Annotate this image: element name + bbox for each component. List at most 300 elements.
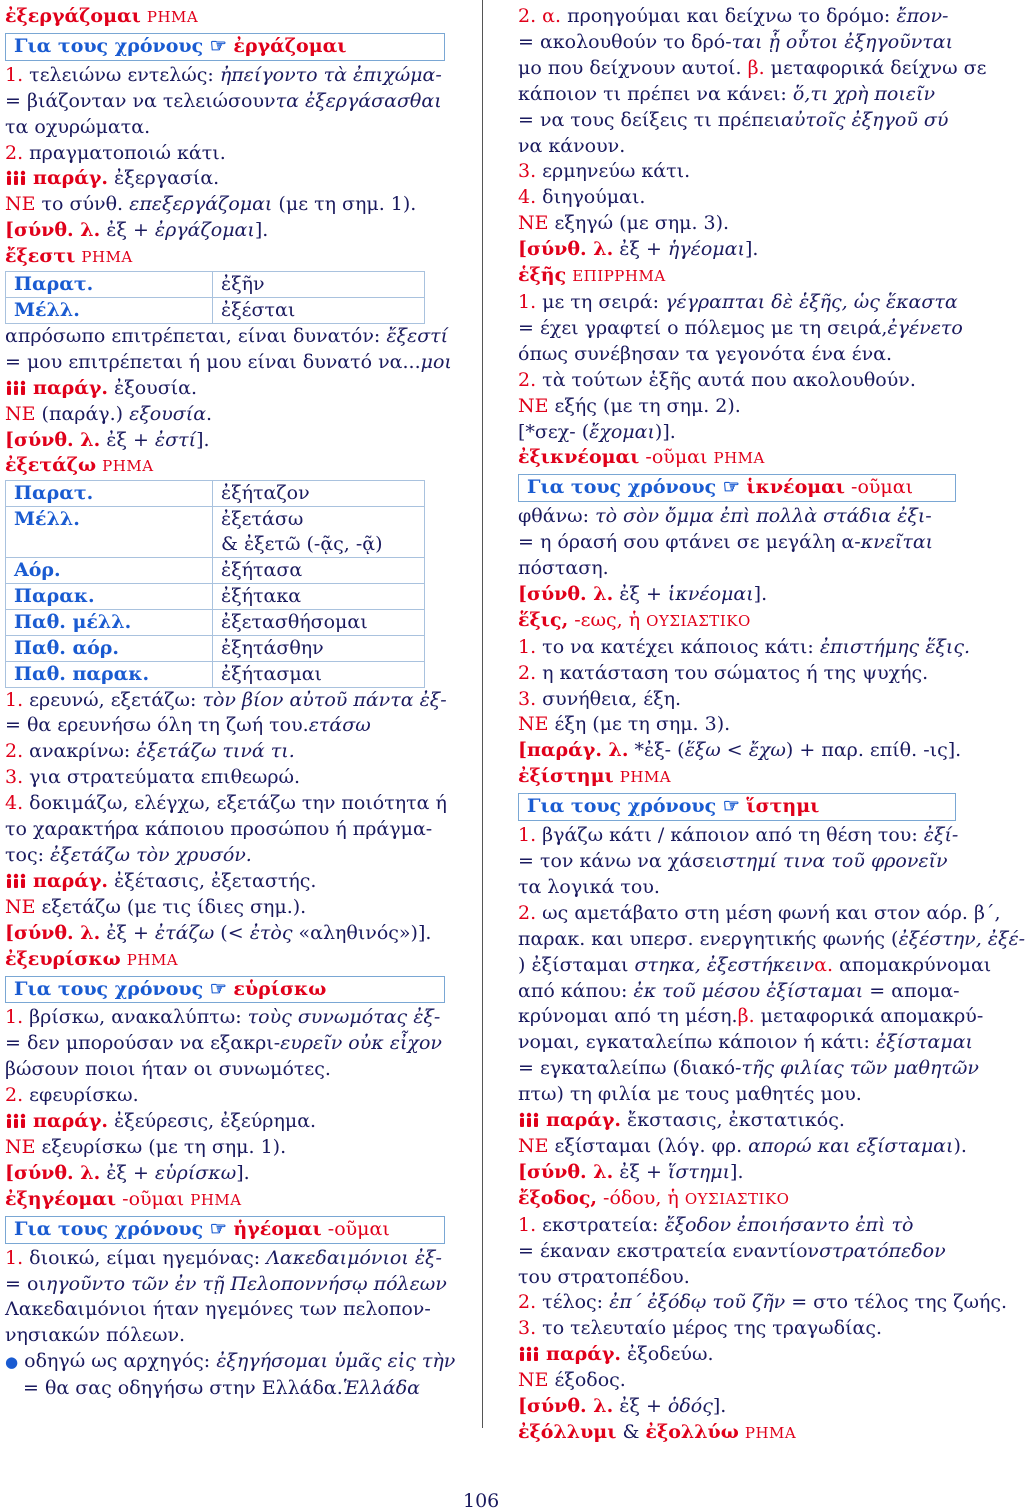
modern-greek-label: ΝΕ [518,212,549,235]
table-row [6,272,425,298]
headword-suffix: -οῦμαι [116,1187,185,1210]
entry-line [5,218,445,244]
tense-reference-box [5,976,445,1004]
greek-example: κνεῖται [860,531,934,554]
entry-line [5,1246,445,1272]
entry-line [518,1316,956,1342]
part-of-speech: ΡΗΜΑ [81,248,133,267]
definition-text: = θα σας οδηγήσω στην Ελλάδα. [23,1377,343,1400]
definition-text: παρακ. και υπερσ. ενεργητικής φωνής ( [518,927,899,950]
greek-example: απορώ και εξίσταμαι [748,1134,954,1157]
entry-line [518,211,956,237]
sense-number: 3. [518,160,537,183]
headword-line [5,244,445,271]
greek-example: επεξεργάζομαι [129,193,273,216]
definition-text: ]. [753,582,768,605]
derivatives-label: παράγ. [546,1109,621,1132]
definition-text: όπως συνέβησαν τα γεγονότα ένα ένα. [518,342,893,365]
greek-example: ἐτὸς [249,921,293,944]
headword-variant: ἐξολλύω [645,1420,739,1443]
entry-line [5,1135,445,1161]
entry-line [518,108,956,134]
definition-text: φθάνω: [518,505,596,528]
column-divider [482,0,483,1428]
greek-example: στημί τινα τοῦ φρονεῖν [722,850,948,872]
definition-text: ]. [730,1160,744,1183]
table-row [6,297,425,323]
entry-line [518,953,992,979]
people-icon [5,377,27,399]
entry-line [518,420,956,446]
definition-text: το τελευταίο μέρος της τραγωδίας. [536,1317,883,1340]
definition-text: νομαι, εγκαταλείπω κάποιον ή κάτι: [518,1031,876,1054]
sense-number: 4. [5,792,24,815]
entry-line [518,1004,984,1030]
sense-number: 1. [518,1213,537,1236]
compound-label: [σύνθ. λ. [5,1161,101,1184]
entry-line [518,849,956,875]
sense-number: 1. [5,63,24,86]
tense-reference-box [518,793,956,821]
definition-text: εκστρατεία: [536,1213,665,1236]
definition-text: τέλος: [536,1291,610,1314]
part-of-speech: ΡΗΜΑ [190,1190,242,1209]
greek-example: ἐξετάζω τὸν χρυσόν. [50,844,252,866]
tense-form: ἐξήτασα [213,558,425,584]
modern-greek-label: ΝΕ [518,713,549,736]
entry-line [5,791,445,817]
entry-line [5,115,445,141]
greek-example: ἔξεστί [386,324,449,347]
sense-number: 2. [5,141,24,164]
definition-text: = να τους δείξεις τι πρέπει [518,108,782,131]
derivatives-label: παράγ. [33,376,108,399]
entry-line [518,134,956,160]
definition-text: ἐξέτασις, ἐξεταστής. [108,869,317,892]
page-number: 106 [463,1490,500,1512]
definition-text: εξευρίσκω (με τη σημ. 1). [35,1135,287,1158]
greek-example: ται ᾗ οὗτοι ἐξηγοῦνται [731,30,954,53]
definition-text: συνήθεια, έξη. [536,687,682,710]
compound-label: [σύνθ. λ. [5,428,101,451]
tense-label: Παρατ. [6,272,213,298]
tense-reference-line [519,475,955,501]
definition-text: να κάνουν. [518,134,626,157]
headword: ἑξῆς [518,264,567,287]
definition-text: = ακολουθούν το δρό- [518,30,732,53]
headword-line [5,453,445,480]
entry-line [518,368,956,394]
headword: ἐξόλλυμι [518,1420,617,1443]
entry-line [518,1160,956,1186]
entry-line [5,921,445,947]
modern-greek-label: ΝΕ [5,193,36,216]
headword-line [518,1186,956,1213]
entry-line [518,237,956,263]
table-row [6,635,425,661]
sense-number: 1. [5,1006,24,1029]
definition-text: πραγματοποιώ κάτι. [23,141,226,164]
tense-reference-verb: εὑρίσκω [233,977,327,1000]
headword-line [518,764,956,791]
definition-text: κρύνομαι από τη μέση. [518,1005,738,1028]
headword-suffix: -εως, ἡ [568,608,641,631]
greek-example: ἔξοδον ἐποιήσαντο ἐπὶ τὸ [664,1213,914,1236]
definition-text: ερευνώ, εξετάζω: [23,688,203,711]
entry-line [5,765,445,791]
headword-suffix: -οῦμαι [639,446,708,469]
part-of-speech: ΟΥΣΙΑΣΤΙΚΟ [646,611,751,630]
headword: ἔξεστι [5,245,76,268]
greek-example: αὐτοῖς ἐξηγοῦ σύ [781,108,949,131]
headword-line [5,1187,445,1214]
definition-text: μεταφορικά δείχνω σε [764,56,987,79]
definition-text: προηγούμαι και δείχνω το δρόμο: [561,5,897,27]
greek-example: ὁδός [667,1395,713,1418]
greek-example: ἐργάζομαι [154,219,255,242]
part-of-speech: ΡΗΜΑ [744,1423,797,1442]
greek-example: τοὺς συνωμότας ἐξ- [247,1006,441,1029]
definition-text: από κάπου: [518,979,634,1002]
sense-number: 1. [5,1246,24,1269]
greek-example: μοι [420,350,452,373]
tense-reference-verb: ἵστημι [746,795,820,818]
modern-greek-label: ΝΕ [5,402,36,425]
compound-label: [σύνθ. λ. [5,219,101,242]
definition-text: έξη (με τη σημ. 3). [548,713,731,736]
modern-greek-label: ΝΕ [5,895,36,918]
entry-line [5,817,445,843]
people-icon [518,1343,540,1365]
left-column [5,4,456,1402]
definition-text: η κατάσταση του σώματος ή της ψυχής. [536,661,929,684]
greek-example: ἐξέστην, ἐξέ- [898,927,1025,950]
part-of-speech: ΡΗΜΑ [146,8,199,26]
sense-subnumber: α. [814,953,834,976]
greek-example: ἐπ΄ ἐξόδῳ τοῦ ζῆν [609,1291,786,1314]
definition-text: (< [214,921,250,944]
headword-line [518,608,956,635]
tense-form: ἐξήτασμαι [213,661,425,687]
definition-text: < [720,739,749,762]
entry-line [518,185,956,211]
tense-reference-label: Για τους χρόνους ☞ [14,34,234,57]
definition-text: ἐξ + [613,238,668,261]
headword: ἐξηγέομαι [5,1187,117,1210]
greek-example: τὸ σὸν ὄμμα ἐπὶ πολλὰ στάδια ἐξι- [595,505,932,528]
definition-text: ως αμετάβατο στη μέση φωνή και στον αόρ. β΄, [536,901,1001,924]
tense-form: ἐξητάσθην [213,635,425,661]
sense-number: 4. [518,186,537,209]
headword: ἐξεργάζομαι [5,5,141,27]
part-of-speech: ΡΗΜΑ [102,457,154,476]
compound-label: [σύνθ. λ. [518,238,614,261]
definition-text: κάποιον τι πρέπει να κάνει: [518,82,793,105]
greek-example: εξουσία [129,402,207,425]
definition-text: = η όρασή σου φτάνει σε μεγάλη α- [518,531,861,554]
definition-text: τα οχυρώματα. [5,115,151,138]
entry-line [5,63,445,89]
definition-text: «αληθινός»)]. [292,921,432,944]
modern-greek-label: ΝΕ [518,394,549,417]
greek-example: τὸν βίον αὐτοῦ πάντα ἐξ- [202,688,447,711]
greek-example: ἐγένετο [887,316,963,339]
definition-text: εξετάζω (με τις ίδιες σημ.). [35,895,307,918]
sense-number: 2. α. [518,5,562,27]
headword: ἐξίστημι [518,765,614,788]
derivatives-label: παράγ. [546,1343,621,1366]
greek-example: στηκα, ἐξεστήκειν [634,953,815,976]
tense-reference-line [519,794,955,820]
definition-text: ]. [196,428,210,451]
definition-text: (παράγ.) [35,402,130,425]
greek-example: ἕξω [684,739,721,762]
entry-line [518,1030,974,1056]
definition-text: ἐξ + [100,1161,155,1184]
greek-example: ηγοῦντο τῶν ἐν τῇ Πελοποννήσῳ πόλεων [45,1272,447,1295]
definition-text: οδηγώ ως αρχηγός: [18,1350,217,1373]
entry-line [5,713,445,739]
entry-line [518,4,956,30]
entry-line [518,159,956,185]
definition-text: τελειώνω εντελώς: [23,63,220,86]
definition-text: ἐξουσία. [108,376,197,399]
entry-line [5,166,445,192]
sense-number: 3. [5,766,24,789]
definition-text: εξηγώ (με σημ. 3). [548,212,730,235]
entry-line [518,1213,956,1239]
headword-line [518,1420,956,1447]
definition-text: *ἐξ- ( [628,739,685,762]
entry-line [518,1290,1008,1316]
headword: ἐξευρίσκω [5,947,121,970]
entry-line [5,1109,445,1135]
entry-line [518,342,956,368]
entry-line [5,1161,445,1187]
definition-text: ἐξ + [100,219,155,242]
tense-label: Μέλλ. [6,297,213,323]
entry-line [518,1394,956,1420]
compound-label: [σύνθ. λ. [518,582,614,605]
tense-reference-label: Για τους χρόνους ☞ [527,795,747,818]
definition-text: δοκιμάζω, ελέγχω, εξετάζω την ποιότητα ή [23,792,447,815]
entry-line [518,556,956,582]
definition-text: τα λογικά του. [518,875,660,898]
definition-text: έξοδος. [548,1369,626,1392]
entry-line [518,738,962,764]
greek-example: ἱκνέομαι [667,582,754,605]
definition-text: ἐξ + [613,1160,668,1183]
definition-text: = μου επιτρέπεται ή μου είναι δυνατό να... [5,350,421,373]
definition-text: = οι [5,1272,46,1295]
bullet-icon: ● [5,1353,19,1372]
entry-line [518,582,956,608]
greek-example: ἐστί [154,428,197,451]
tense-reference-suffix: -οῦμαι [321,1217,390,1240]
tense-reference-line [6,34,444,60]
greek-example: ἐπιστήμης ἕξις. [819,635,971,658]
tense-reference-line [6,977,444,1003]
tense-label: Μέλλ. [6,507,213,558]
definition-text: το χαρακτήρα κάποιου προσώπου ή πράγμα- [5,818,433,841]
entry-line [518,1239,956,1265]
entry-line [518,1134,967,1160]
entry-line [518,290,956,316]
definition-text: ἐξ + [613,1395,668,1418]
definition-text: (με τη σημ. 1). [272,193,417,216]
greek-example: ἠπείγοντο τὰ ἐπιχώμα- [219,63,442,86]
definition-text: ]. [744,238,759,261]
entry-line [518,875,956,901]
entry-line [518,1368,956,1394]
tense-reference-box [5,1216,445,1244]
people-icon [5,167,27,189]
part-of-speech: ΡΗΜΑ [126,950,179,969]
tense-reference-verb: ἱκνέομαι [746,476,845,499]
entry-line [5,376,445,402]
definition-text: το να κατέχει κάποιος κάτι: [536,635,820,658]
entry-line [518,901,1001,927]
people-icon [5,1110,27,1132]
definition-text: ἐξ + [100,921,155,944]
tense-reference-suffix: -οῦμαι [844,476,914,499]
definition-text: διηγούμαι. [536,186,646,209]
entry-line [5,141,445,167]
headword: ἐξικνέομαι [518,446,640,469]
headword-and: & [616,1420,646,1443]
greek-example: τῆς φιλίας τῶν μαθητῶν [741,1057,979,1080]
tense-label: Παθ. παρακ. [6,661,213,687]
entry-line [5,1297,445,1323]
definition-text: τὰ τούτων ἑξῆς αυτά που ακολουθούν. [536,368,916,391]
entry-line [5,402,445,428]
tense-reference-label: Για τους χρόνους ☞ [14,977,234,1000]
derivatives-label: παράγ. [33,167,108,190]
definition-text: = έκαναν εκστρατεία εναντίον [518,1239,820,1262]
definition-text: του στρατοπέδου. [518,1265,690,1288]
greek-example: ἐξετάζω τινά τι. [136,740,295,763]
entry-line [518,1108,956,1134]
tense-label: Παρατ. [6,481,213,507]
entry-line [5,1349,456,1376]
entry-line [5,428,445,454]
definition-text: = θα ερευνήσω όλη τη ζωή του. [5,714,309,737]
definition-text: )]. [654,420,676,443]
entry-line [5,350,452,376]
definition-text: ]. [236,1161,250,1184]
definition-text: ]. [254,219,269,242]
sense-number: 2. [518,661,537,684]
greek-example: ἔχω [748,739,786,762]
sense-number: 1. [5,688,24,711]
greek-example: εὑρίσκω [154,1161,237,1184]
entry-line [5,1005,445,1031]
tense-label: Αόρ. [6,558,213,584]
definition-text: το σύνθ. [35,193,130,216]
part-of-speech: ΕΠΙΡΡΗΜΑ [572,267,666,286]
definition-text: βρίσκω, ανακαλύπτω: [23,1006,248,1029]
definition-text: = στο τέλος της ζωής. [785,1291,1008,1314]
definition-text: ) + παρ. επίθ. -ις]. [785,739,962,762]
greek-example: ἔχομαι [589,420,655,443]
definition-text: μεταφορικά απομακρύ- [754,1005,984,1028]
definition-text: απρόσωπο επιτρέπεται, είναι δυνατόν: [5,324,387,347]
definition-text: = τον κάνω να χάσει [518,850,723,872]
entry-line [518,30,956,56]
definition-text: ἐξεύρεσις, ἐξεύρημα. [108,1110,317,1133]
definition-text: απομακρύνομαι [833,953,992,976]
tense-reference-label: Για τους χρόνους ☞ [14,1217,234,1240]
definition-text: εφευρίσκω. [23,1084,139,1107]
entry-line [518,56,987,82]
tense-reference-box [518,474,956,502]
entry-line [518,1056,979,1082]
definition-text: . [206,402,213,425]
entry-line [518,82,956,108]
definition-text: ανακρίνω: [23,740,137,763]
greek-example: τα ἐξεργάσασθαι [275,89,442,112]
entry-line [518,1265,956,1291]
tense-form: ἐξετάσω & ἐξετῶ (-ᾷς, -ᾷ) [213,507,425,558]
definition-text: = δεν μπορούσαν να εξακρι- [5,1032,281,1055]
compound-label: [σύνθ. λ. [518,1395,614,1418]
people-icon [518,1109,540,1131]
definition-text: ερμηνεύω κάτι. [536,160,691,183]
entry-line [5,1083,445,1109]
definition-text: [*σεχ- ( [518,420,590,443]
compound-label: [σύνθ. λ. [518,1160,614,1183]
definition-text: εξής (με τη σημ. 2). [548,394,741,417]
greek-example: ἡγέομαι [667,238,745,261]
definition-text: ἐξ + [613,582,668,605]
sense-number: 2. [518,368,537,391]
greek-example: Ἑλλάδα [342,1377,420,1400]
tense-label: Παθ. μέλλ. [6,609,213,635]
sense-number: 2. [518,1291,537,1314]
definition-text: ) ἐξίσταμαι [518,953,635,976]
table-row [6,481,425,507]
entry-line [5,1057,445,1083]
derivatives-label: παράγ. [33,1110,108,1133]
part-of-speech: ΡΗΜΑ [619,768,672,787]
modern-greek-label: ΝΕ [5,1135,36,1158]
right-column [518,4,1025,1447]
sense-number: 2. [5,740,24,763]
definition-text: βώσουν ποιοι ήταν οι συνωμότες. [5,1058,331,1081]
definition-text: ἐξεργασία. [108,167,220,190]
greek-example: ευρεῖν οὐκ εἶχον [280,1032,442,1055]
tense-reference-box [5,33,445,61]
definition-text: πτω) τη φιλία με τους μαθητές μου. [518,1083,862,1106]
definition-text: ). [953,1134,967,1157]
tense-form: ἐξετασθήσομαι [213,609,425,635]
entry-line [5,739,445,765]
greek-example: ἔπον- [896,5,949,27]
tense-reference-line [6,1217,444,1243]
headword: ἕξις, [518,608,569,631]
table-row [6,558,425,584]
entry-line [5,89,445,115]
sense-number: 1. [518,635,537,658]
entry-line [518,823,959,849]
compound-label: [σύνθ. λ. [5,921,101,944]
entry-line [5,869,445,895]
conjugation-table [5,480,425,687]
entry-line [518,687,956,713]
tense-label: Παρακ. [6,583,213,609]
tense-form: ἐξῆν [213,272,425,298]
tense-label: Παθ. αόρ. [6,635,213,661]
